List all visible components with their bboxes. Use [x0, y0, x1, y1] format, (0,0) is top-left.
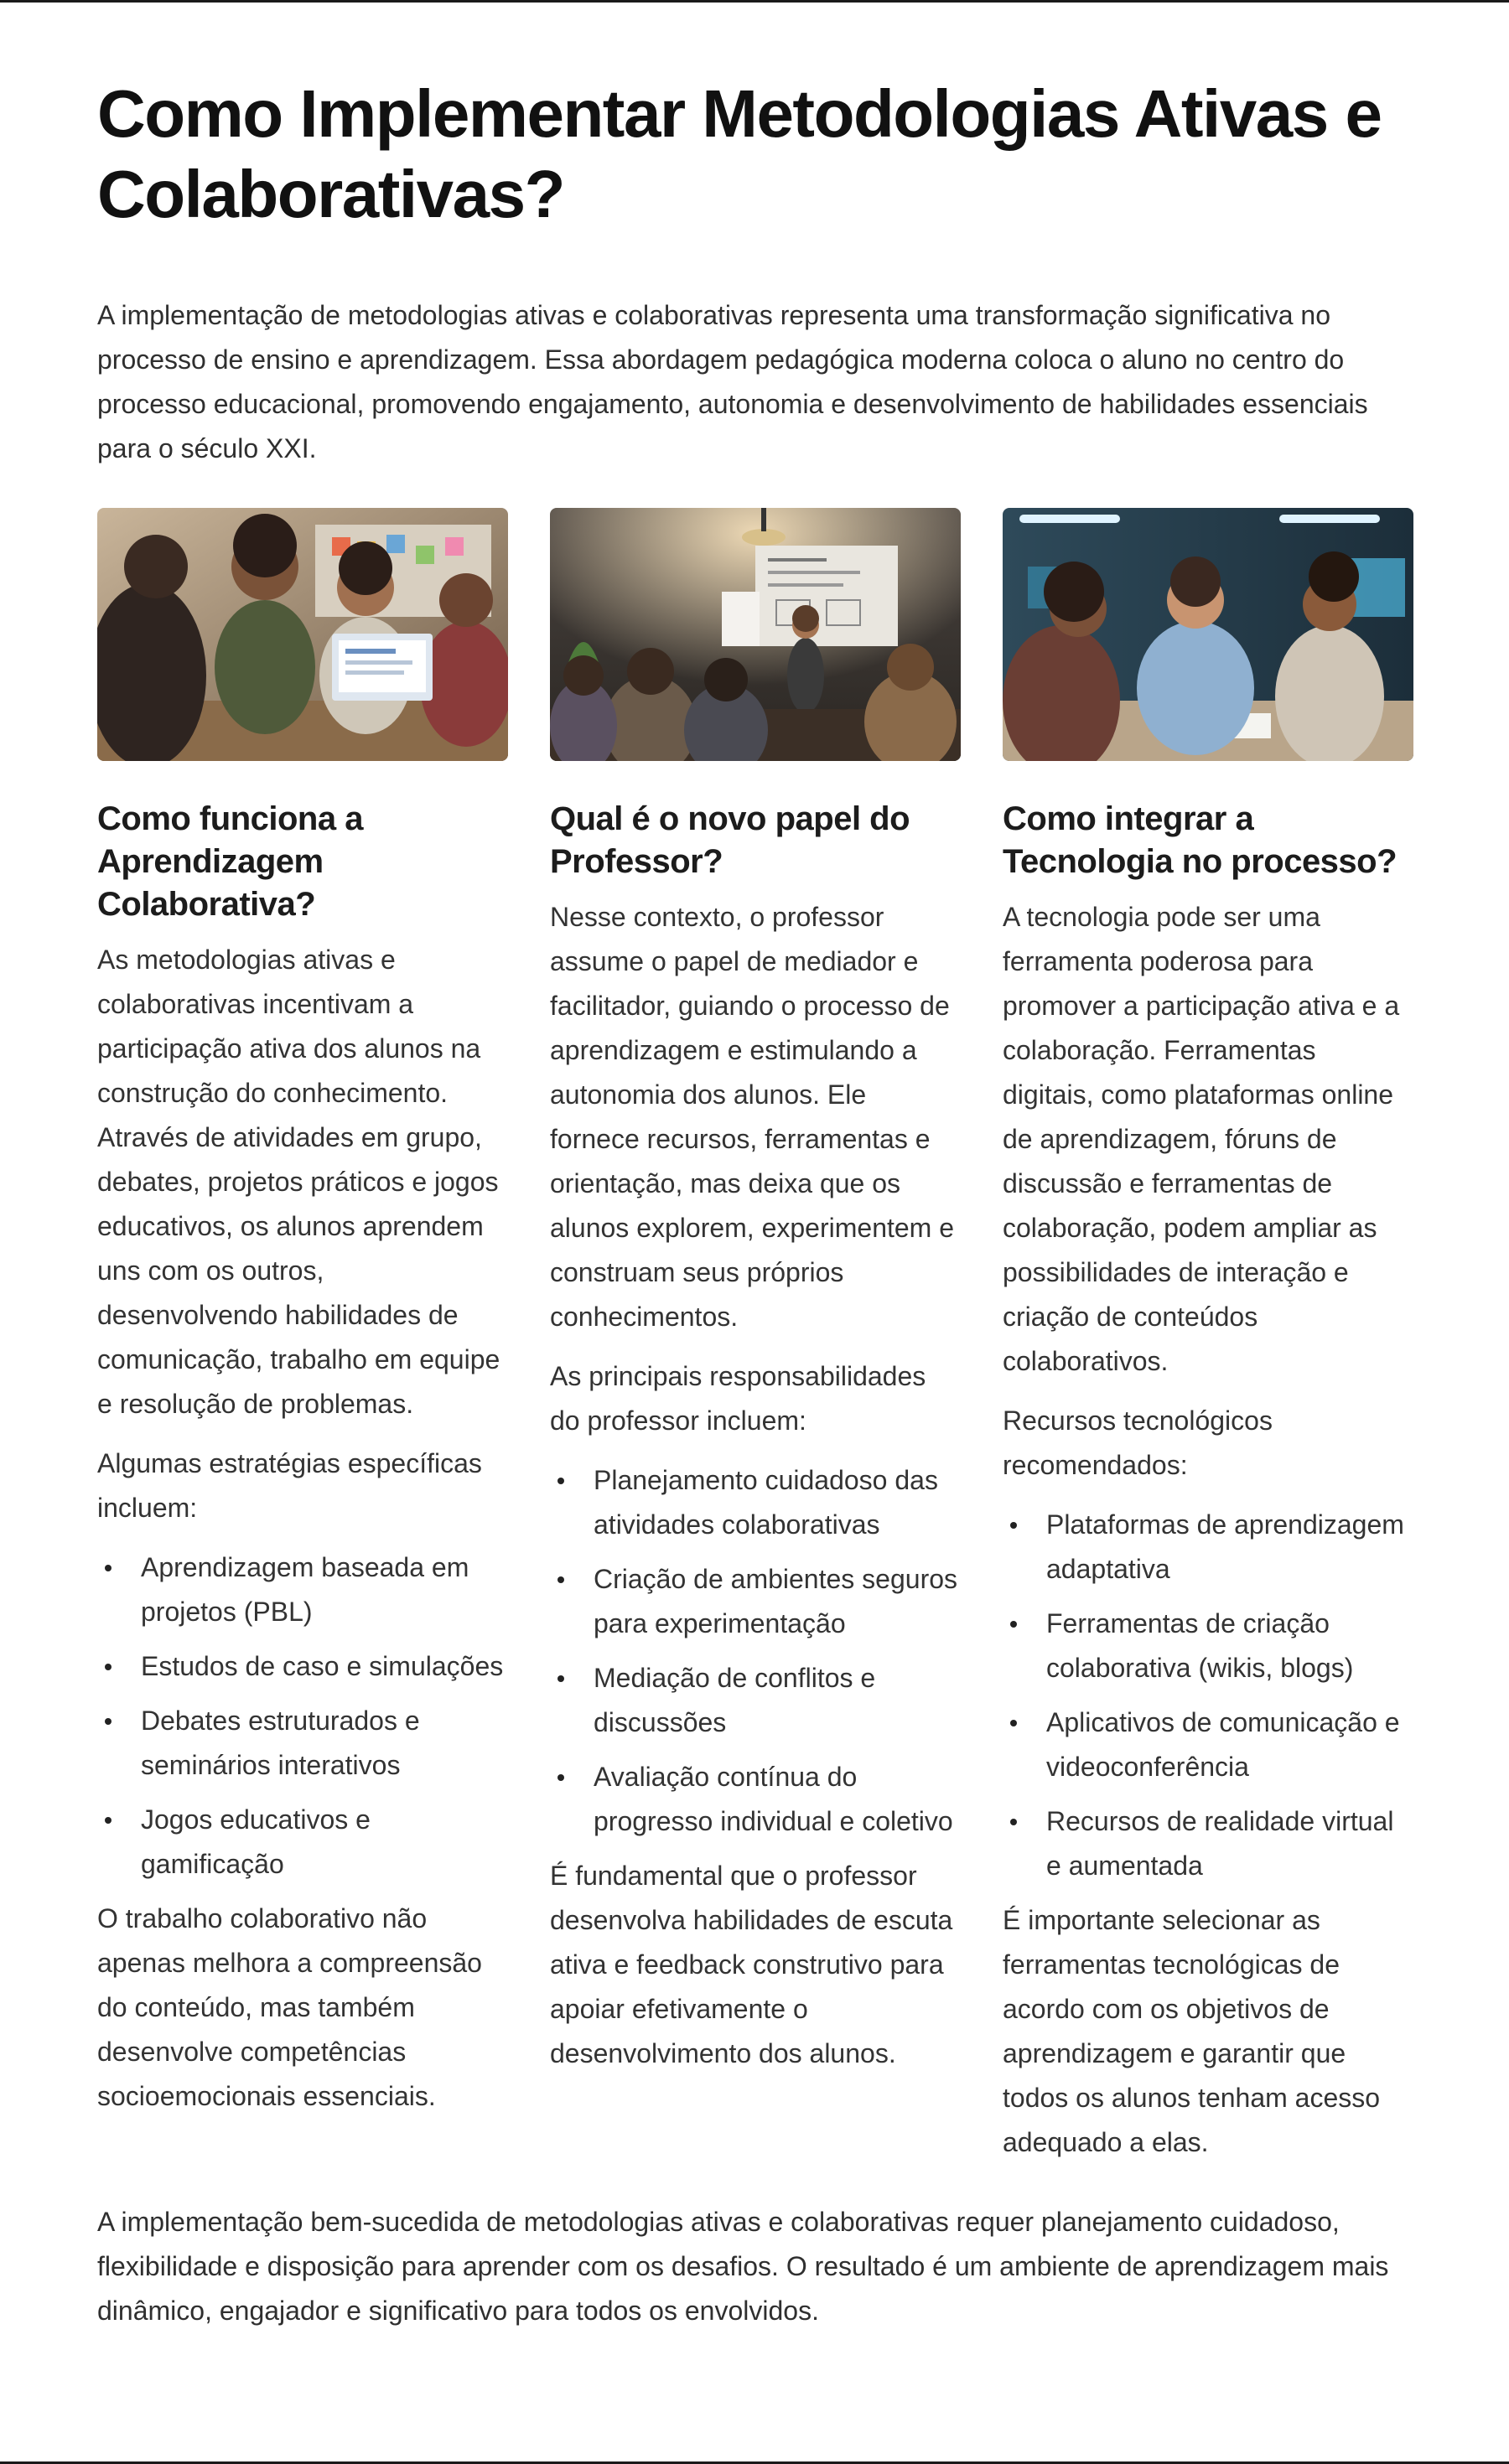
list-item: Planejamento cuidadoso das atividades colaborativas [550, 1458, 961, 1547]
column-paragraph: Nesse contexto, o professor assume o papel de mediador e facilitador, guiando o processo de aprendizagem e estimulando a autonomia dos alunos. Ele fornece recursos, ferramentas e orientação, mas deixa que os alunos explorem, experimentem e construam seus próprios conhecimentos. [550, 902, 955, 1332]
column-paragraph: Recursos tecnológicos recomendados: [1003, 1405, 1273, 1480]
students-collaborating-photo [97, 508, 508, 761]
column-technology [1003, 508, 1413, 2165]
column-paragraph: A tecnologia pode ser uma ferramenta poderosa para promover a participação ativa e a colaboração. Ferramentas digitais, como plataformas online de aprendizagem, fóruns de discussão e ferramentas de colaboração, podem ampliar as possibilidades de interação e criação de conteúdos colaborativos. [1003, 902, 1400, 1376]
list-item: Mediação de conflitos e discussões [550, 1656, 961, 1745]
column-paragraph: As metodologias ativas e colaborativas incentivam a participação ativa dos alunos na construção do conhecimento. Através de atividades em grupo, debates, projetos práticos e jogos educativos, os alunos aprendem uns com os outros, desenvolvendo habilidades de comunicação, trabalho em equipe e resolução de problemas. [97, 945, 500, 1419]
list-item: Recursos de realidade virtual e aumentada [1003, 1799, 1413, 1888]
article [97, 74, 1413, 2333]
resource-list [1003, 1503, 1413, 1888]
top-border [0, 0, 1509, 3]
list-item: Criação de ambientes seguros para experimentação [550, 1557, 961, 1646]
list-item: Ferramentas de criação colaborativa (wikis, blogs) [1003, 1602, 1413, 1690]
column-teacher-role [550, 508, 961, 2165]
list-item: Estudos de caso e simulações [97, 1644, 508, 1689]
column-paragraph: É importante selecionar as ferramentas tecnológicas de acordo com os objetivos de aprendizagem e garantir que todos os alunos tenham acesso adequado a elas. [1003, 1905, 1381, 2157]
column-collaborative-learning [97, 508, 508, 2165]
conclusion-paragraph: A implementação bem-sucedida de metodologias ativas e colaborativas requer planejamento cuidadoso, flexibilidade e disposição para aprender com os desafios. O resultado é um ambiente de aprendizagem mais dinâmico, engajador e significativo para todos os envolvidos. [97, 2207, 1389, 2326]
column-paragraph: As principais responsabilidades do professor incluem: [550, 1361, 926, 1436]
column-heading: Como integrar a Tecnologia no processo? [1003, 800, 1398, 880]
responsibility-list [550, 1458, 961, 1844]
column-heading: Qual é o novo papel do Professor? [550, 800, 910, 880]
list-item: Aprendizagem baseada em projetos (PBL) [97, 1545, 508, 1634]
list-item: Avaliação contínua do progresso individual e coletivo [550, 1755, 961, 1844]
page-title: Como Implementar Metodologias Ativas e Colaborativas? [97, 76, 1382, 231]
column-paragraph: O trabalho colaborativo não apenas melhora a compreensão do conteúdo, mas também desenvolve competências socioemocionais essenciais. [97, 1903, 482, 2111]
intro-paragraph: A implementação de metodologias ativas e colaborativas representa uma transformação significativa no processo de ensino e aprendizagem. Essa abordagem pedagógica moderna coloca o aluno no centro do processo educacional, promovendo engajamento, autonomia e desenvolvimento de habilidades essenciais para o século XXI. [97, 300, 1368, 463]
list-item: Plataformas de aprendizagem adaptativa [1003, 1503, 1413, 1592]
list-item: Debates estruturados e seminários interativos [97, 1699, 508, 1788]
strategy-list [97, 1545, 508, 1887]
column-paragraph: É fundamental que o professor desenvolva habilidades de escuta ativa e feedback construtivo para apoiar efetivamente o desenvolvimento dos alunos. [550, 1861, 953, 2068]
list-item: Aplicativos de comunicação e videoconferência [1003, 1700, 1413, 1789]
list-item: Jogos educativos e gamificação [97, 1798, 508, 1887]
column-heading: Como funciona a Aprendizagem Colaborativa? [97, 800, 363, 923]
team-technology-photo [1003, 508, 1413, 761]
teacher-whiteboard-photo [550, 508, 961, 761]
column-paragraph: Algumas estratégias específicas incluem: [97, 1448, 482, 1523]
columns [97, 508, 1413, 2165]
